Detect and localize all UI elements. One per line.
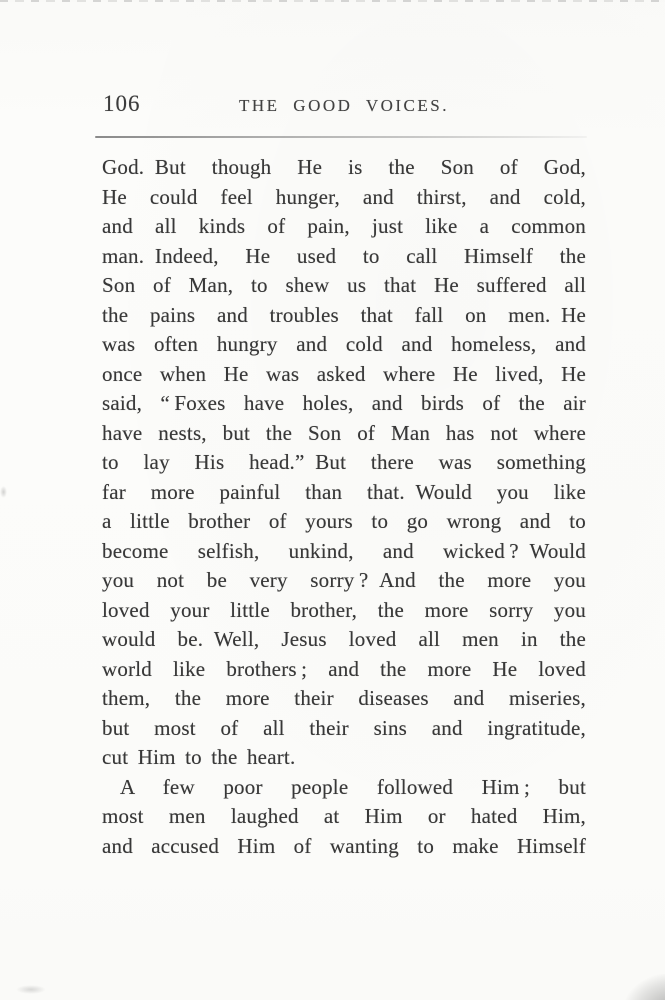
- text-line: have nests, but the Son of Man has not where: [102, 420, 586, 445]
- text-line: was often hungry and cold and homeless, and: [102, 332, 586, 356]
- text-line: most men laughed at Him or hated Him,: [102, 804, 586, 828]
- scan-edge-artifact-top: [0, 0, 665, 2]
- text-line: man. Indeed, He used to call Himself the: [102, 243, 586, 268]
- scan-shadow-bottom-right: [625, 974, 665, 1000]
- text-line: to lay His head.” But there was something: [102, 450, 586, 474]
- text-line: them, the more their diseases and miseries,: [102, 686, 586, 710]
- text-line: He could feel hunger, and thirst, and cold,: [102, 184, 586, 209]
- text-line: become selfish, unkind, and wicked ? Would: [102, 538, 586, 563]
- text-line: and accused Him of wanting to make Himself: [102, 833, 586, 858]
- text-line: once when He was asked where He lived, He: [102, 361, 586, 386]
- page-number: 106: [103, 91, 141, 116]
- text-line: would be. Well, Jesus loved all men in the: [102, 627, 586, 651]
- scan-speck-bottom-left: [16, 985, 46, 994]
- text-line: far more painful than that. Would you like: [102, 479, 586, 504]
- text-line: Son of Man, to shew us that He suffered all: [102, 273, 586, 297]
- text-line: cut Him to the heart.: [102, 745, 296, 769]
- running-head: THE GOOD VOICES.: [239, 96, 449, 115]
- text-line: the pains and troubles that fall on men. He: [102, 302, 586, 327]
- scan-speck-left-edge: [0, 486, 7, 498]
- text-line: world like brothers ; and the more He loved: [102, 656, 586, 681]
- text-line: you not be very sorry ? And the more you: [102, 568, 586, 592]
- text-line: loved your little brother, the more sorry you: [102, 597, 586, 622]
- body-text: [102, 153, 586, 861]
- text-line: a little brother of yours to go wrong and to: [102, 509, 586, 533]
- header-rule: [95, 136, 587, 138]
- text-line: said, “ Foxes have holes, and birds of the air: [102, 391, 586, 415]
- text-line: A few poor people followed Him ; but: [120, 774, 586, 799]
- text-line: but most of all their sins and ingratitude,: [102, 715, 586, 740]
- text-line: God. But though He is the Son of God,: [102, 155, 586, 179]
- text-line: and all kinds of pain, just like a common: [102, 214, 586, 238]
